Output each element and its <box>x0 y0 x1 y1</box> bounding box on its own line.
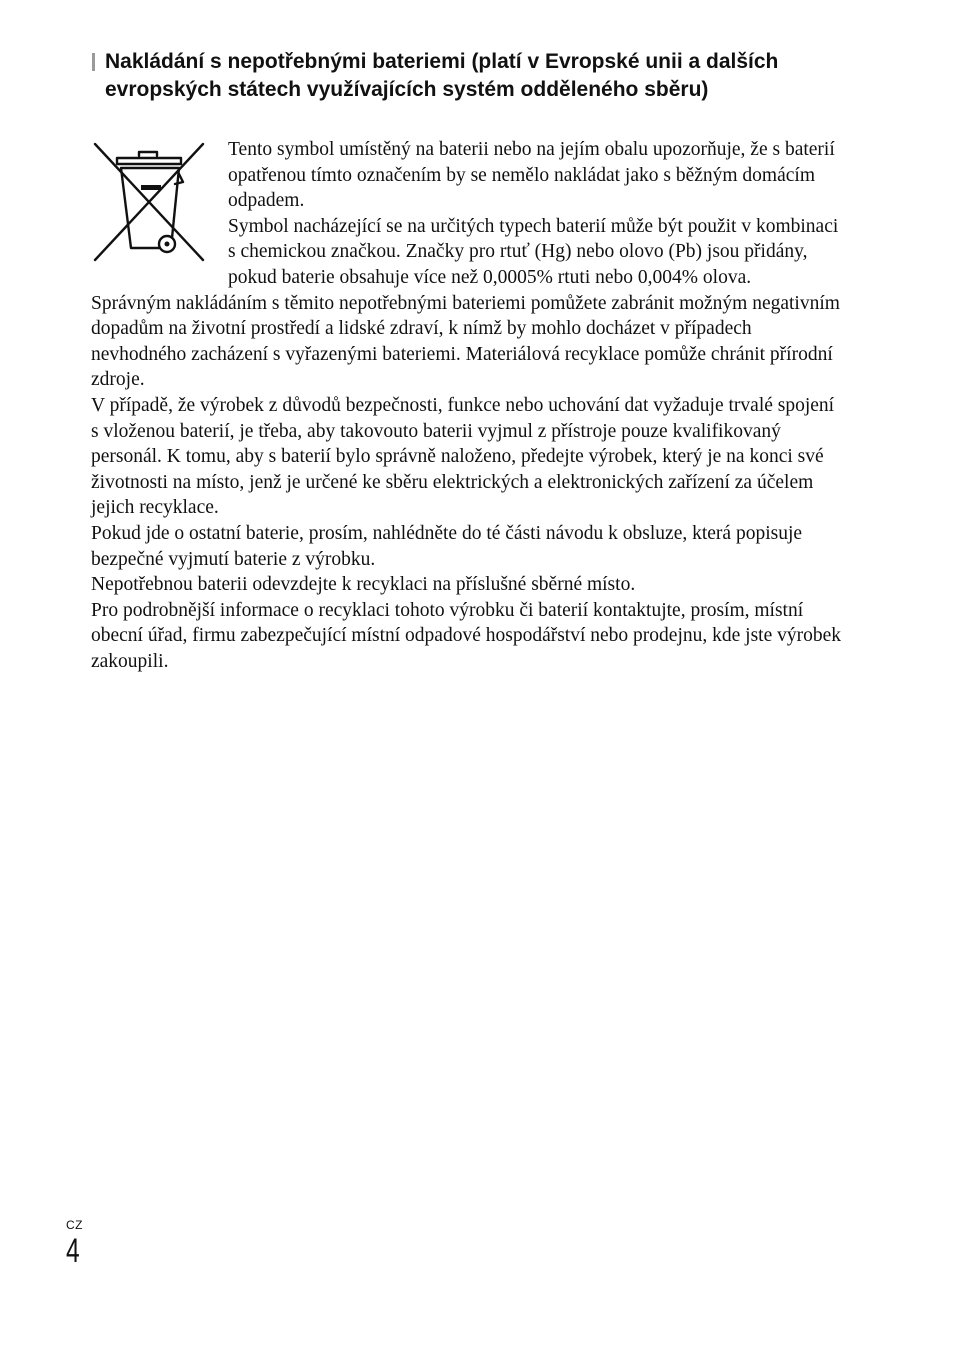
heading-marker <box>92 53 95 71</box>
language-code: CZ <box>66 1218 83 1232</box>
paragraph: Symbol nacházející se na určitých typech baterií může být použit v kombinaci s chemickou značkou. Značky pro rtuť (Hg) nebo olovo (Pb) jsou přidány, pokud baterie obsahuje více než 0,0005% rtuti nebo 0,004% olova. <box>228 215 839 288</box>
page-footer <box>66 1218 85 1270</box>
paragraph: Správným nakládáním s těmito nepotřebnými bateriemi pomůžete zabránit možným negativním dopadům na životní prostředí a lidské zdraví, k nímž by mohlo docházet v případech nevhodného zacházení s vyřazenými bateriemi. Materiálová recyklace pomůže chránit přírodní zdroje. <box>91 292 840 391</box>
paragraph: Pro podrobnější informace o recyklaci tohoto výrobku či baterií kontaktujte, prosím, místní obecní úřad, firmu zabezpečující místní odpadové hospodářství nebo prodejnu, kde jste výrobek zakoupili. <box>91 599 841 672</box>
paragraph: Tento symbol umístěný na baterii nebo na jejím obalu upozorňuje, že s baterií opatřenou tímto označením by se nemělo nakládat jako s běžným domácím odpadem. <box>228 139 835 212</box>
document-body <box>91 137 843 674</box>
page-number: 4 <box>66 1232 80 1270</box>
section-heading <box>92 48 852 104</box>
paragraph: Pokud jde o ostatní baterie, prosím, nahlédněte do té části návodu k obsluze, která popisuje bezpečné vyjmutí baterie z výrobku. <box>91 522 803 570</box>
paragraph: V případě, že výrobek z důvodů bezpečnosti, funkce nebo uchování dat vyžaduje trvalé spojení s vloženou baterií, je třeba, aby takovouto baterii vyjmul z přístroje pouze kvalifikovaný personál. K tomu, aby s baterií bylo správně naloženo, předejte výrobek, který je na konci své životnosti na místo, jenž je určené ke sběru elektrických a elektronických zařízení za účelem jejich recyklace. <box>91 394 835 519</box>
section-heading-text: Nakládání s nepotřebnými bateriemi (platí v Evropské unii a dalších evropských státech využívajících systém odděleného sběru) <box>105 50 779 101</box>
crossed-out-wheeled-bin-icon <box>91 140 209 266</box>
paragraph: Nepotřebnou baterii odevzdejte k recyklaci na příslušné sběrné místo. <box>91 574 636 596</box>
